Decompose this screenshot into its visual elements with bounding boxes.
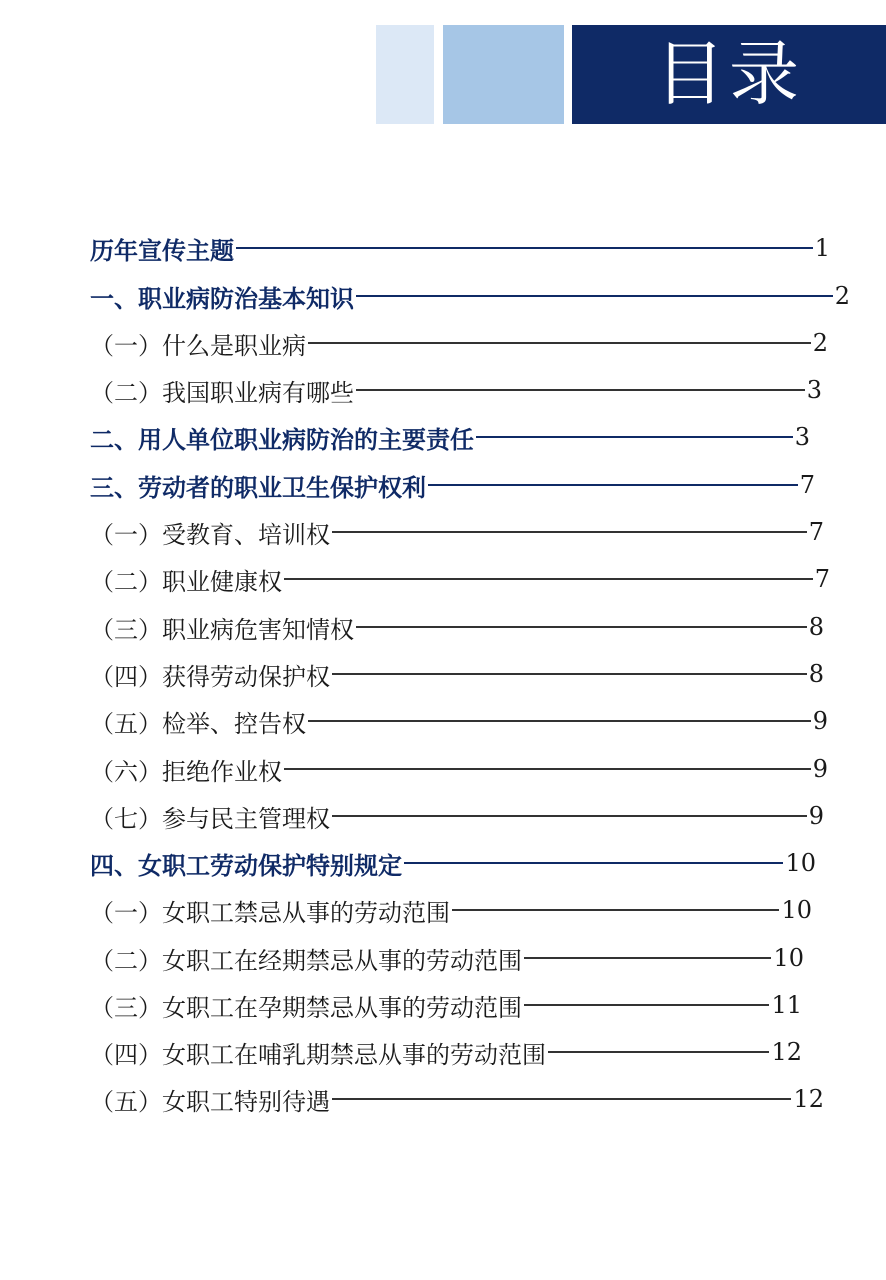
toc-leader-line xyxy=(548,1051,769,1053)
toc-leader-line xyxy=(428,484,798,486)
toc-entry-label: （三）职业病危害知情权 xyxy=(90,615,354,644)
toc-entry-page: 2 xyxy=(834,282,850,310)
toc-entry-page: 12 xyxy=(793,1085,824,1113)
toc-entry-label: （七）参与民主管理权 xyxy=(90,804,330,833)
toc-entry[interactable] xyxy=(90,704,828,738)
toc-leader-line xyxy=(356,295,833,297)
toc-entry-page: 10 xyxy=(781,896,812,924)
toc-entry-page: 9 xyxy=(812,707,828,735)
toc-leader-line xyxy=(284,578,813,580)
toc-entry-page: 8 xyxy=(808,660,824,688)
toc-entry[interactable] xyxy=(90,326,828,360)
toc-entry-page: 1 xyxy=(814,234,830,262)
toc-entry-label: （五）女职工特别待遇 xyxy=(90,1087,330,1116)
toc-entry-label: 三、劳动者的职业卫生保护权利 xyxy=(90,473,426,502)
toc-leader-line xyxy=(332,1098,791,1100)
toc-entry-label: （一）女职工禁忌从事的劳动范围 xyxy=(90,898,450,927)
toc-entry-label: （六）拒绝作业权 xyxy=(90,757,282,786)
toc-entry[interactable] xyxy=(90,468,815,502)
toc-leader-line xyxy=(452,909,779,911)
toc-entry-label: （二）女职工在经期禁忌从事的劳动范围 xyxy=(90,946,522,975)
toc-leader-line xyxy=(308,720,811,722)
header-decor-light-block xyxy=(376,25,434,124)
toc-entry[interactable] xyxy=(90,799,824,833)
toc-entry[interactable] xyxy=(90,657,824,691)
toc-entry-page: 2 xyxy=(812,329,828,357)
toc-entry-label: （一）受教育、培训权 xyxy=(90,520,330,549)
toc-leader-line xyxy=(524,957,771,959)
toc-entry[interactable] xyxy=(90,941,804,975)
toc-entry[interactable] xyxy=(90,279,850,313)
toc-leader-line xyxy=(332,673,807,675)
toc-entry-page: 7 xyxy=(799,471,815,499)
toc-leader-line xyxy=(524,1004,769,1006)
toc-entry-page: 10 xyxy=(785,849,816,877)
toc-entry-page: 3 xyxy=(794,423,810,451)
toc-leader-line xyxy=(236,247,813,249)
toc-entry-label: （一）什么是职业病 xyxy=(90,331,306,360)
header-decor-mid-block xyxy=(443,25,564,124)
toc-entry-label: （二）职业健康权 xyxy=(90,567,282,596)
toc-leader-line xyxy=(332,815,807,817)
toc-entry-label: （五）检举、控告权 xyxy=(90,709,306,738)
toc-entry[interactable] xyxy=(90,988,802,1022)
toc-leader-line xyxy=(404,862,783,864)
toc-entry[interactable] xyxy=(90,610,824,644)
toc-leader-line xyxy=(308,342,811,344)
toc-entry-label: （四）获得劳动保护权 xyxy=(90,662,330,691)
toc-entry-label: （四）女职工在哺乳期禁忌从事的劳动范围 xyxy=(90,1040,546,1069)
toc-entry-page: 8 xyxy=(808,613,824,641)
toc-entry-page: 12 xyxy=(771,1038,802,1066)
page-title: 目录 xyxy=(655,33,803,115)
toc-entry[interactable] xyxy=(90,515,824,549)
toc-entry-page: 9 xyxy=(808,802,824,830)
toc-entry-page: 9 xyxy=(812,755,828,783)
toc-leader-line xyxy=(284,768,811,770)
toc-entry[interactable] xyxy=(90,893,812,927)
toc-entry[interactable] xyxy=(90,1035,802,1069)
toc-entry-page: 7 xyxy=(808,518,824,546)
toc-entry[interactable] xyxy=(90,752,828,786)
toc-leader-line xyxy=(356,626,807,628)
toc-leader-line xyxy=(332,531,807,533)
toc-entry-label: （三）女职工在孕期禁忌从事的劳动范围 xyxy=(90,993,522,1022)
toc-entry-page: 7 xyxy=(814,565,830,593)
toc-entry[interactable] xyxy=(90,846,816,880)
toc-entry-label: 二、用人单位职业病防治的主要责任 xyxy=(90,425,474,454)
toc-entry[interactable] xyxy=(90,373,822,407)
toc-entry-page: 3 xyxy=(806,376,822,404)
toc-entry[interactable] xyxy=(90,562,830,596)
toc-entry-label: 四、女职工劳动保护特别规定 xyxy=(90,851,402,880)
toc-entry-label: 一、职业病防治基本知识 xyxy=(90,284,354,313)
toc-entry-page: 10 xyxy=(773,944,804,972)
toc-entry[interactable] xyxy=(90,231,830,265)
toc-leader-line xyxy=(476,436,793,438)
toc-leader-line xyxy=(356,389,805,391)
toc-entry[interactable] xyxy=(90,1082,824,1116)
toc-entry-label: 历年宣传主题 xyxy=(90,236,234,265)
toc-entry[interactable] xyxy=(90,420,810,454)
toc-entry-label: （二）我国职业病有哪些 xyxy=(90,378,354,407)
toc-entry-page: 11 xyxy=(771,991,802,1019)
